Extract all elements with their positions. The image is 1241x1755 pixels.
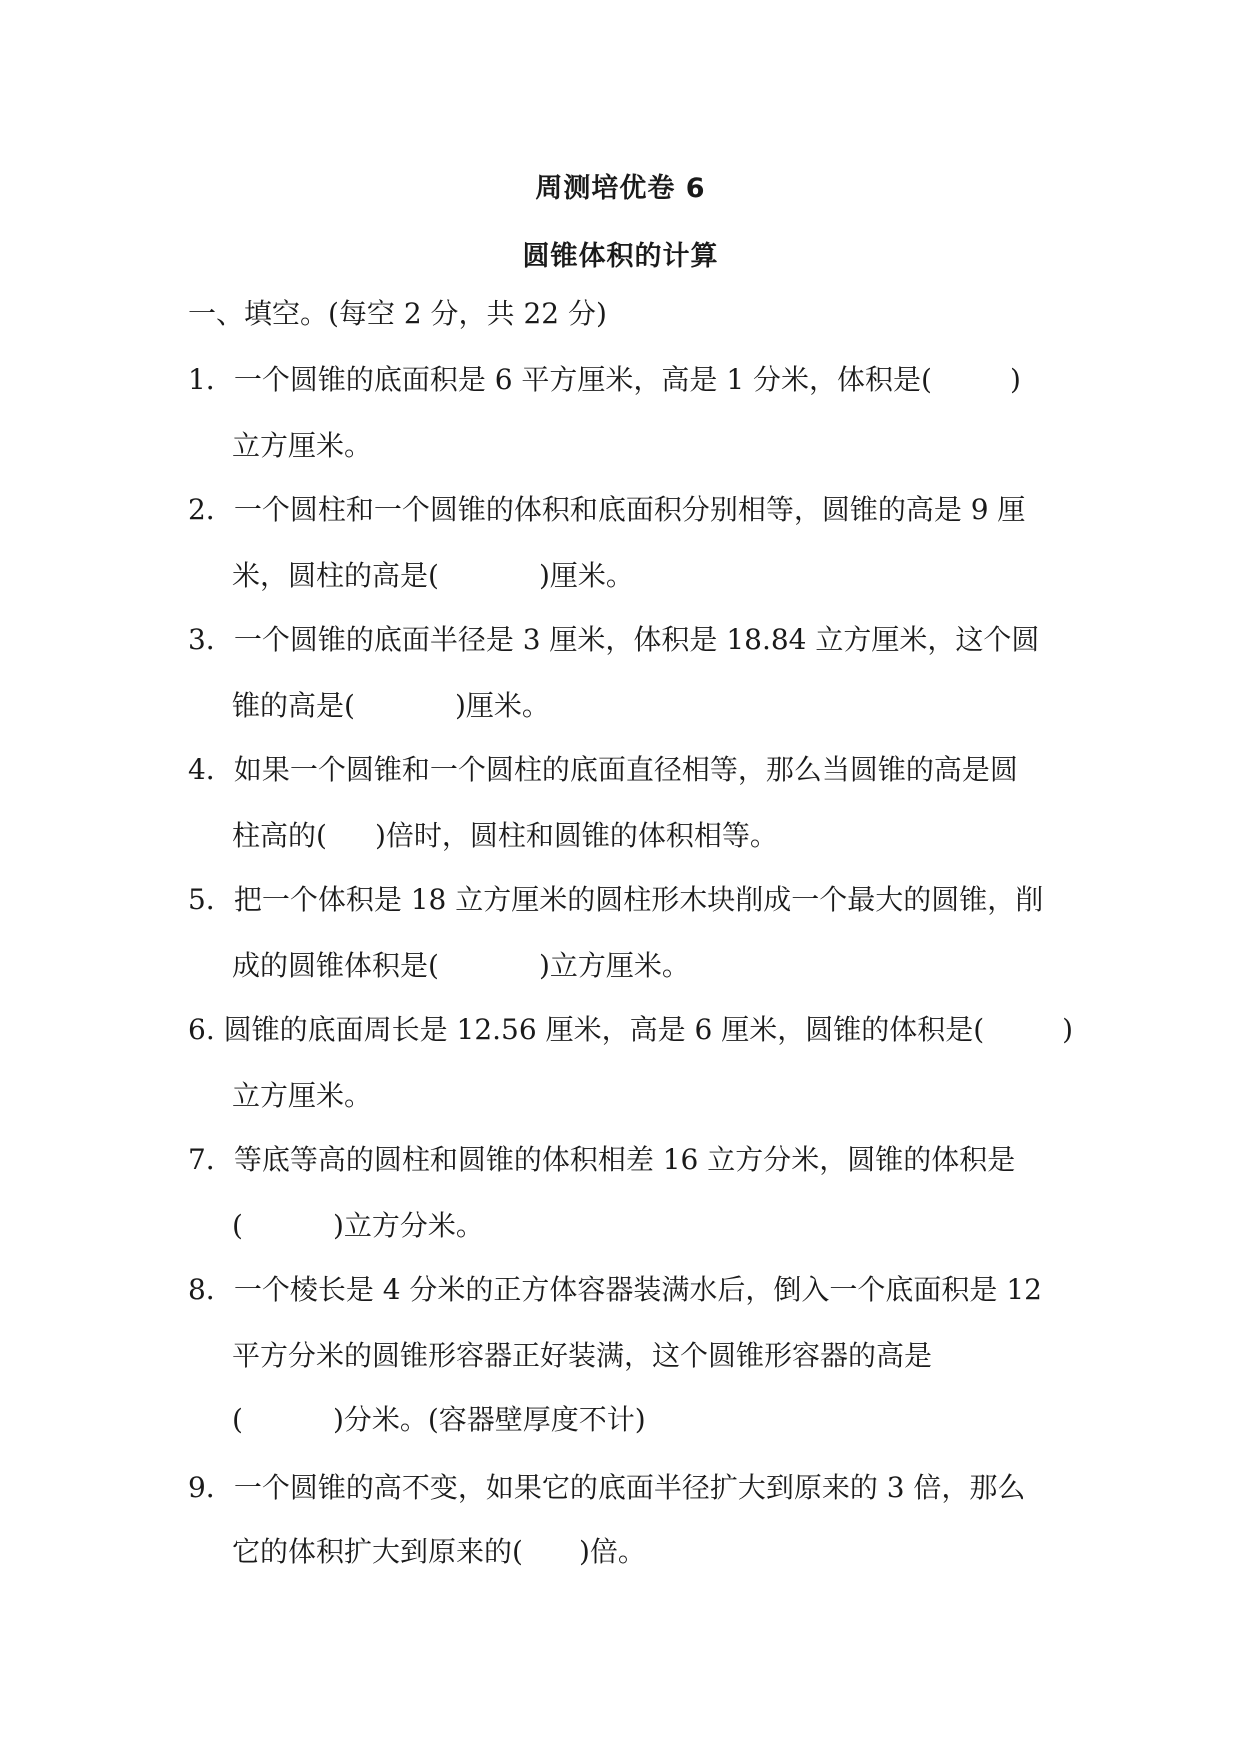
question-2-line-1: 2．一个圆柱和一个圆锥的体积和底面积分别相等，圆锥的高是 9 厘	[188, 493, 1026, 526]
question-1-line-1: 1．一个圆锥的底面积是 6 平方厘米，高是 1 分米，体积是( )	[188, 363, 1021, 396]
question-8-line-2: 平方分米的圆锥形容器正好装满，这个圆锥形容器的高是	[232, 1339, 933, 1372]
question-5-line-2: 成的圆锥体积是( )立方厘米。	[232, 949, 690, 982]
question-8-line-1: 8．一个棱长是 4 分米的正方体容器装满水后，倒入一个底面积是 12	[188, 1273, 1042, 1306]
question-4-line-1: 4．如果一个圆锥和一个圆柱的底面直径相等，那么当圆锥的高是圆	[188, 753, 1018, 786]
question-6-line-2: 立方厘米。	[232, 1079, 373, 1112]
question-9-line-1: 9．一个圆锥的高不变，如果它的底面半径扩大到原来的 3 倍，那么	[188, 1471, 1026, 1504]
page-subtitle: 圆锥体积的计算	[522, 241, 719, 272]
page-title: 周测培优卷 6	[535, 173, 706, 204]
question-6-line-1: 6. 圆锥的底面周长是 12.56 厘米，高是 6 厘米，圆锥的体积是( )	[188, 1013, 1074, 1046]
question-3-line-1: 3．一个圆锥的底面半径是 3 厘米，体积是 18.84 立方厘米，这个圆	[188, 623, 1040, 656]
question-7-line-1: 7．等底等高的圆柱和圆锥的体积相差 16 立方分米，圆锥的体积是	[188, 1143, 1016, 1176]
question-5-line-1: 5．把一个体积是 18 立方厘米的圆柱形木块削成一个最大的圆锥，削	[188, 883, 1044, 916]
question-4-line-2: 柱高的( )倍时，圆柱和圆锥的体积相等。	[232, 819, 778, 852]
question-3-line-2: 锥的高是( )厘米。	[232, 689, 550, 722]
question-1-line-2: 立方厘米。	[232, 429, 373, 462]
question-2-line-2: 米，圆柱的高是( )厘米。	[232, 559, 634, 592]
question-9-line-2: 它的体积扩大到原来的( )倍。	[232, 1535, 646, 1568]
question-7-line-2: ( )立方分米。	[232, 1209, 484, 1242]
question-8-line-3: ( )分米。(容器壁厚度不计)	[232, 1403, 646, 1436]
section-heading: 一、填空。(每空 2 分，共 22 分)	[188, 297, 607, 330]
